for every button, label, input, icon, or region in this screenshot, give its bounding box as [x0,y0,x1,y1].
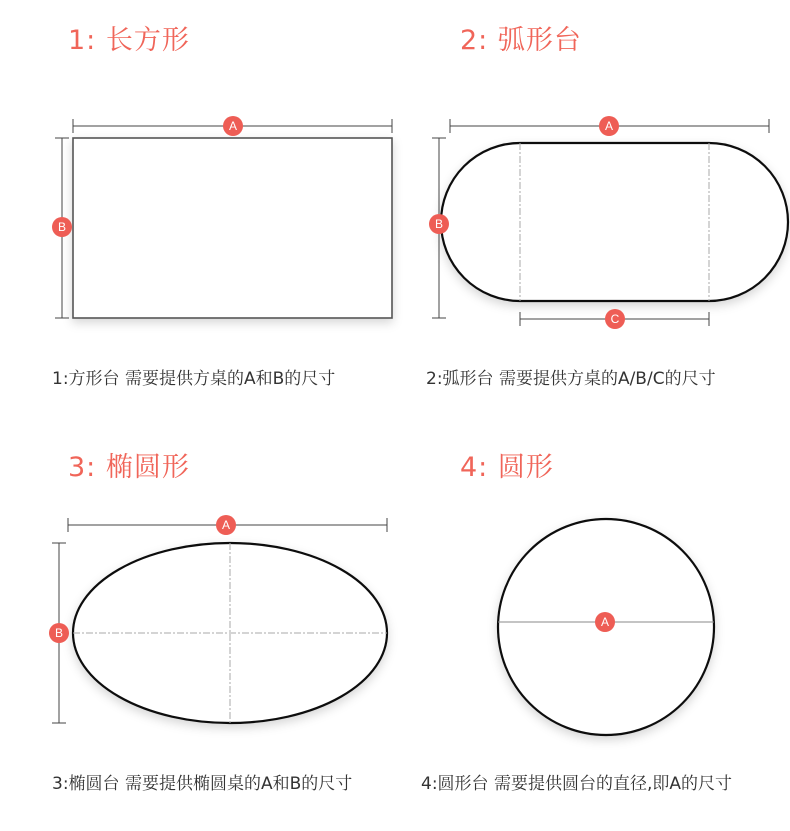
circle-diagram [498,519,714,735]
label-a-text: A [221,518,231,532]
section-title-circle: 4: 圆形 [460,452,554,483]
caption-ellipse: 3:椭圆台 需要提供椭圆桌的A和B的尺寸 [52,774,353,794]
ellipse-diagram [49,515,387,723]
section-title-rectangle: 1: 长方形 [68,25,190,56]
label-a-text: A [228,119,238,133]
stadium-shape [441,143,788,301]
label-badge-b [429,214,449,234]
label-badge-a [599,116,619,136]
label-badge-a [223,116,243,136]
label-a-text: A [600,615,610,629]
label-c-text: C [610,312,620,326]
section-title-ellipse: 3: 椭圆形 [68,452,190,483]
label-a-text: A [604,119,614,133]
label-badge-b [49,623,69,643]
label-badge-b [52,217,72,237]
caption-rectangle: 1:方形台 需要提供方桌的A和B的尺寸 [52,369,336,389]
rectangle-shape [73,138,392,318]
rectangle-diagram [52,116,392,318]
caption-arc: 2:弧形台 需要提供方桌的A/B/C的尺寸 [426,369,716,389]
label-badge-a [216,515,236,535]
stadium-diagram [429,116,788,329]
section-title-arc: 2: 弧形台 [460,25,582,56]
label-badge-a [595,612,615,632]
caption-circle: 4:圆形台 需要提供圆台的直径,即A的尺寸 [421,774,732,794]
label-b-text: B [434,217,444,231]
label-b-text: B [57,220,67,234]
label-b-text: B [54,626,64,640]
label-badge-c [605,309,625,329]
